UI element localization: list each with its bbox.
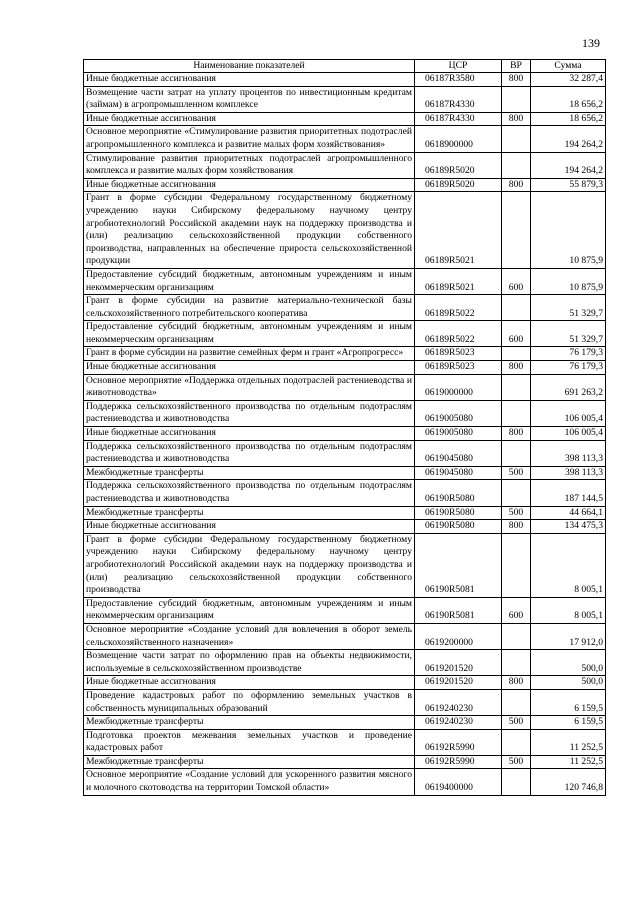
cell-name: Подготовка проектов межевания земельных участков и проведение кадастровых работ [84,729,415,755]
cell-name: Предоставление субсидий бюджетным, автономным учреждениям и иным некоммерческим организациям [84,597,415,623]
table-row [84,268,606,294]
cell-vr: 500 [502,506,531,520]
cell-name: Межбюджетные трансферты [84,466,415,480]
cell-csr: 0619045080 [415,466,502,480]
cell-sum: 398 113,3 [531,466,606,480]
cell-vr [502,533,531,597]
cell-vr [502,650,531,676]
table-row [84,400,606,426]
cell-sum: 500,0 [531,650,606,676]
cell-vr [502,440,531,466]
cell-vr [502,374,531,400]
header-vr: ВР [502,60,531,73]
table-row [84,716,606,730]
table-row [84,152,606,178]
table-row [84,466,606,480]
table-row [84,533,606,597]
cell-csr: 0619000000 [415,374,502,400]
cell-sum: 194 264,2 [531,152,606,178]
cell-vr [502,400,531,426]
cell-vr [502,295,531,321]
cell-csr: 06190R5081 [415,533,502,597]
cell-vr: 500 [502,466,531,480]
table-row [84,520,606,534]
cell-name: Стимулирование развития приоритетных подотраслей агропромышленного комплекса и развитие малых форм хозяйствования [84,152,415,178]
cell-csr: 06189R5022 [415,321,502,347]
cell-name: Поддержка сельскохозяйственного производства по отдельным подотраслям растениеводства и животноводства [84,440,415,466]
table-row [84,126,606,152]
header-sum: Сумма [531,60,606,73]
table-row [84,769,606,795]
cell-csr: 06192R5990 [415,755,502,769]
cell-name: Иные бюджетные ассигнования [84,178,415,192]
table-row [84,676,606,690]
cell-csr: 06189R5020 [415,178,502,192]
cell-sum: 44 664,1 [531,506,606,520]
cell-name: Грант в форме субсидии на развитие материально-технической базы сельскохозяйственного потребительского кооператива [84,295,415,321]
cell-name: Поддержка сельскохозяйственного производства по отдельным подотраслям растениеводства и животноводства [84,480,415,506]
table-row [84,689,606,715]
cell-csr: 0619240230 [415,716,502,730]
page-number: 139 [582,36,600,50]
cell-sum: 6 159,5 [531,716,606,730]
table-row [84,650,606,676]
cell-sum: 32 287,4 [531,73,606,87]
cell-name: Иные бюджетные ассигнования [84,676,415,690]
cell-name: Предоставление субсидий бюджетным, автономным учреждениям и иным некоммерческим организациям [84,268,415,294]
cell-vr: 500 [502,716,531,730]
cell-csr: 06190R5080 [415,506,502,520]
cell-csr: 06189R5020 [415,152,502,178]
cell-name: Возмещение части затрат по оформлению прав на объекты недвижимости, используемые в сельскохозяйственном производстве [84,650,415,676]
cell-vr: 600 [502,268,531,294]
table-row [84,361,606,375]
cell-vr: 800 [502,178,531,192]
cell-vr [502,480,531,506]
cell-sum: 120 746,8 [531,769,606,795]
table-row [84,755,606,769]
cell-sum: 11 252,5 [531,755,606,769]
cell-vr [502,623,531,649]
cell-vr: 500 [502,755,531,769]
cell-csr: 06189R5023 [415,361,502,375]
cell-csr: 06190R5081 [415,597,502,623]
cell-name: Межбюджетные трансферты [84,755,415,769]
cell-csr: 0618900000 [415,126,502,152]
header-csr: ЦСР [415,60,502,73]
budget-table [83,59,606,796]
cell-name: Предоставление субсидий бюджетным, автономным учреждениям и иным некоммерческим организациям [84,321,415,347]
cell-sum: 194 264,2 [531,126,606,152]
cell-sum: 134 475,3 [531,520,606,534]
cell-sum: 51 329,7 [531,295,606,321]
cell-sum: 18 656,2 [531,86,606,112]
cell-name: Основное мероприятие «Создание условий для вовлечения в оборот земель сельскохозяйственного назначения» [84,623,415,649]
cell-vr [502,729,531,755]
cell-vr [502,152,531,178]
cell-name: Поддержка сельскохозяйственного производства по отдельным подотраслям растениеводства и животноводства [84,400,415,426]
cell-csr: 0619400000 [415,769,502,795]
cell-vr [502,86,531,112]
cell-vr: 800 [502,73,531,87]
cell-name: Иные бюджетные ассигнования [84,361,415,375]
cell-vr [502,769,531,795]
table-header-row [84,60,606,73]
cell-vr [502,192,531,269]
cell-name: Грант в форме субсидии Федеральному государственному бюджетному учреждению науки Сибирскому федеральному научному центру агробиотехнологий Российской академии наук на поддержку производства и (или) реализацию сельскохозяйственной продукции собственного производства [84,533,415,597]
cell-sum: 8 005,1 [531,533,606,597]
cell-name: Грант в форме субсидии Федеральному государственному бюджетному учреждению науки Сибирскому федеральному научному центру агробиотехнологий Российской академии наук на поддержку производства и (или) реализацию сельскохозяйственной продукции собственного производства, направленных на обеспечение прироста сельскохозяйственной продукции [84,192,415,269]
table-row [84,374,606,400]
cell-csr: 06187R4330 [415,112,502,126]
cell-sum: 11 252,5 [531,729,606,755]
cell-sum: 55 879,3 [531,178,606,192]
cell-name: Межбюджетные трансферты [84,716,415,730]
table-row [84,623,606,649]
cell-csr: 06192R5990 [415,729,502,755]
cell-name: Иные бюджетные ассигнования [84,112,415,126]
cell-sum: 106 005,4 [531,427,606,441]
table-row [84,597,606,623]
table-row [84,112,606,126]
table-row [84,480,606,506]
cell-name: Иные бюджетные ассигнования [84,73,415,87]
table-row [84,506,606,520]
cell-csr: 06190R5080 [415,520,502,534]
cell-sum: 10 875,9 [531,268,606,294]
cell-csr: 0619005080 [415,400,502,426]
cell-csr: 0619200000 [415,623,502,649]
table-row [84,178,606,192]
cell-vr: 800 [502,427,531,441]
cell-sum: 500,0 [531,676,606,690]
cell-csr: 06187R4330 [415,86,502,112]
header-name: Наименование показателей [84,60,415,73]
cell-vr: 600 [502,321,531,347]
cell-sum: 6 159,5 [531,689,606,715]
cell-name: Основное мероприятие «Поддержка отдельных подотраслей растениеводства и животноводства» [84,374,415,400]
cell-name: Иные бюджетные ассигнования [84,520,415,534]
cell-vr: 800 [502,676,531,690]
cell-csr: 0619045080 [415,440,502,466]
cell-name: Грант в форме субсидии на развитие семейных ферм и грант «Агропрогресс» [84,347,415,361]
cell-sum: 18 656,2 [531,112,606,126]
cell-name: Основное мероприятие «Стимулирование развития приоритетных подотраслей агропромышленного комплекса и развитие малых форм хозяйствования» [84,126,415,152]
cell-sum: 10 875,9 [531,192,606,269]
table-body [84,73,606,796]
cell-csr: 0619005080 [415,427,502,441]
table-row [84,427,606,441]
cell-sum: 76 179,3 [531,347,606,361]
cell-csr: 06189R5021 [415,192,502,269]
cell-name: Проведение кадастровых работ по оформлению земельных участков в собственность муниципальных образований [84,689,415,715]
cell-csr: 0619240230 [415,689,502,715]
table-row [84,295,606,321]
cell-vr [502,347,531,361]
cell-name: Возмещение части затрат на уплату процентов по инвестиционным кредитам (займам) в агропромышленном комплексе [84,86,415,112]
cell-csr: 06190R5080 [415,480,502,506]
table-row [84,73,606,87]
cell-vr: 800 [502,520,531,534]
table-row [84,86,606,112]
table-row [84,192,606,269]
cell-csr: 0619201520 [415,650,502,676]
cell-sum: 51 329,7 [531,321,606,347]
table-row [84,729,606,755]
cell-sum: 398 113,3 [531,440,606,466]
cell-vr: 800 [502,112,531,126]
cell-sum: 187 144,5 [531,480,606,506]
cell-name: Основное мероприятие «Создание условий для ускоренного развития мясного и молочного скотоводства на территории Томской области» [84,769,415,795]
cell-vr [502,126,531,152]
cell-csr: 06189R5023 [415,347,502,361]
cell-sum: 17 912,0 [531,623,606,649]
table-row [84,321,606,347]
table-row [84,440,606,466]
cell-sum: 691 263,2 [531,374,606,400]
cell-name: Межбюджетные трансферты [84,506,415,520]
cell-vr: 800 [502,361,531,375]
cell-csr: 0619201520 [415,676,502,690]
cell-vr [502,689,531,715]
table-row [84,347,606,361]
cell-sum: 8 005,1 [531,597,606,623]
cell-name: Иные бюджетные ассигнования [84,427,415,441]
cell-sum: 76 179,3 [531,361,606,375]
cell-vr: 600 [502,597,531,623]
cell-sum: 106 005,4 [531,400,606,426]
cell-csr: 06189R5022 [415,295,502,321]
cell-csr: 06187R3580 [415,73,502,87]
cell-csr: 06189R5021 [415,268,502,294]
